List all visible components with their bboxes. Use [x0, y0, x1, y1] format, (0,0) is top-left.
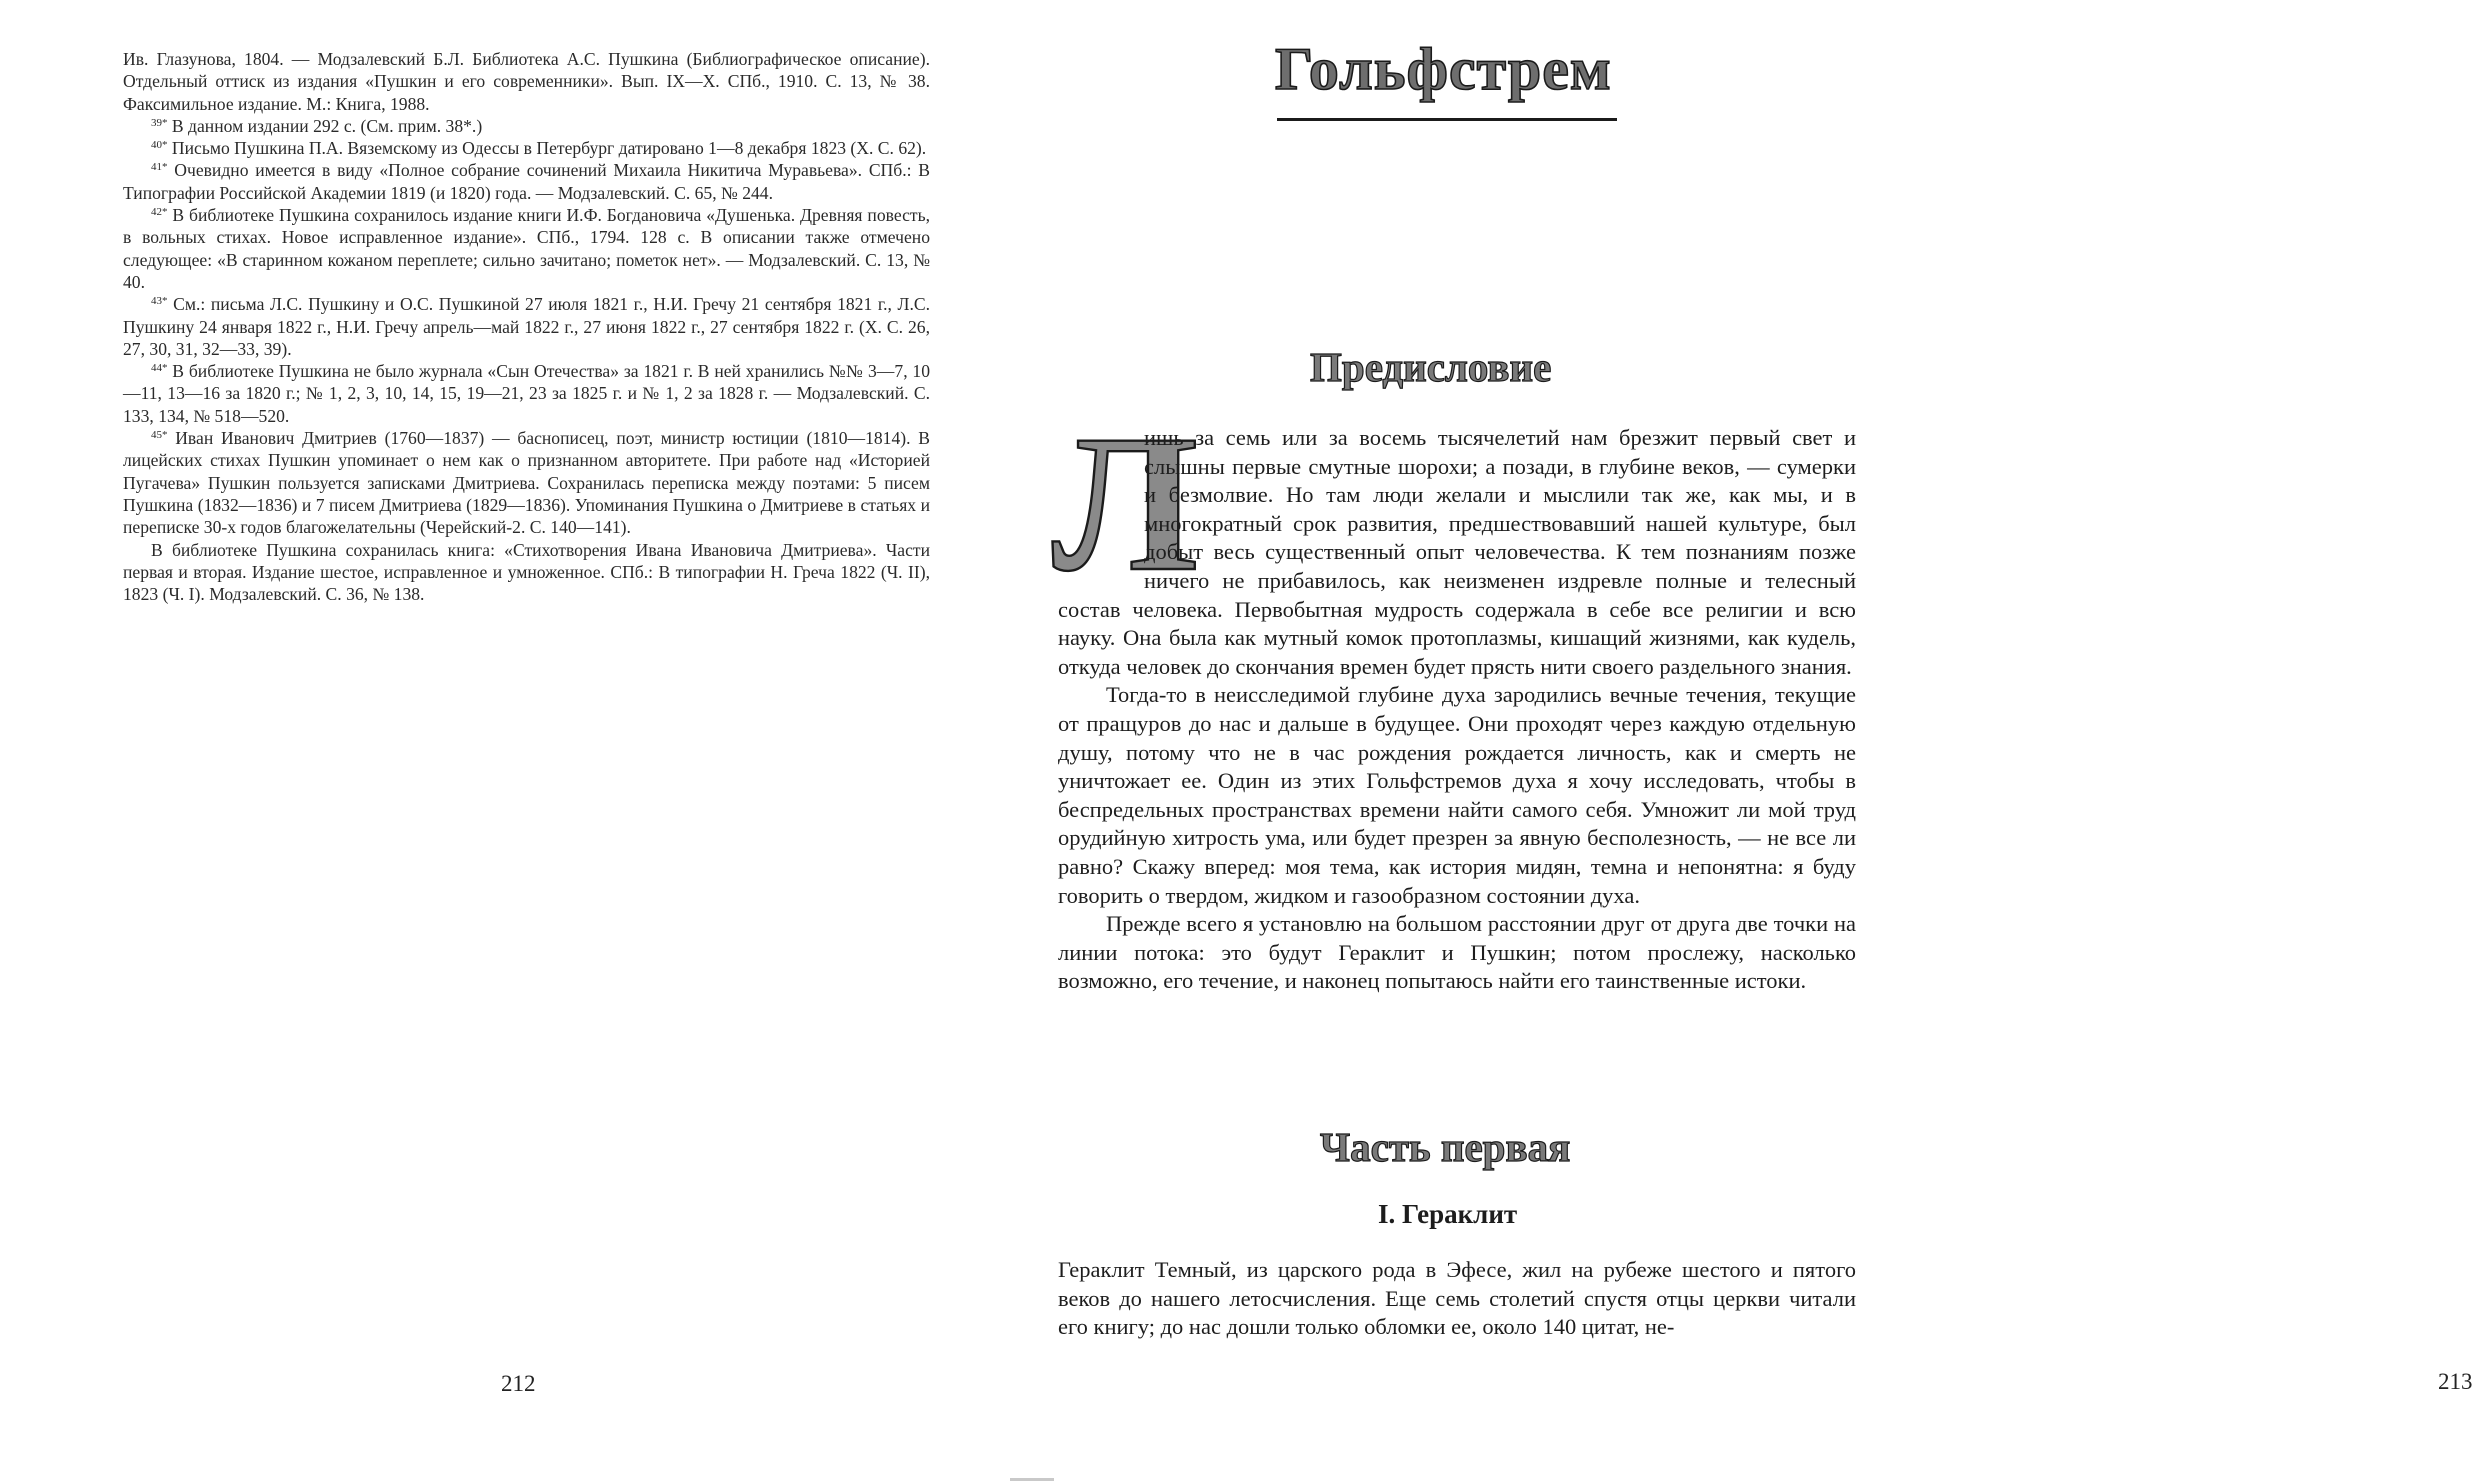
footnote-marker: 41* — [151, 161, 168, 174]
footnote-text: Иван Иванович Дмитриев (1760—1837) — баснописец, поэт, министр юстиции (1810—1814). В лицейских стихах Пушкин упоминает о нем как о признанном авторитете. При работе над «Историей Пугачева» Пушкин пользуется записками Дмитриева. Сохранилась переписка между поэтами: 5 писем Пушкина (1832—1836) и 7 писем Дмитриева (1829—1836). Упоминания Пушкина о Дмитриеве в статьях и переписке 30-х годов благожелательны (Черейский-2. С. 140—141). — [123, 428, 930, 538]
footnote-marker: 43* — [151, 295, 168, 308]
footnote-marker: 45* — [151, 429, 168, 442]
footnote-44 — [123, 360, 930, 427]
footnote-text: В библиотеке Пушкина сохранилась книга: «Стихотворения Ивана Ивановича Дмитриева». Части первая и вторая. Издание шестое, исправленное и умноженное. СПб.: В типографии Н. Греча 1822 (Ч. II), 1823 (Ч. I). Модзалевский. С. 36, № 138. — [123, 539, 930, 605]
part-heading: Часть первая — [1320, 1124, 1571, 1170]
footnote-continuation — [123, 48, 930, 115]
left-page — [0, 0, 1000, 1484]
footnote-41 — [123, 159, 930, 204]
footnote-39 — [123, 115, 930, 137]
chapter-heading: I. Гераклит — [1378, 1199, 1518, 1229]
preface-paragraph-text: ишь за семь или за восемь тысячелетий нам брезжит первый свет и слышны первые смутные шорохи; а позади, в глубине веков, — сумерки и безмолвие. Но там люди желали и мыслили так же, как мы, и в многократный срок развития, предшествовавший нашей культуре, был добыт весь существенный опыт человечества. К тем познаниям позже ничего не прибавилось, как неизменен издревле полные и телесный состав человека. Первобытная мудрость содержала в себе все религии и всю науку. Она была как мутный комок протоплазмы, кишащий жизнями, как кудель, откуда человек до скончания времен будет прясть нити своего раздельного знания. — [1058, 425, 1856, 679]
page-number-right: 213 — [2438, 1369, 2473, 1394]
footnote-text: Очевидно имеется в виду «Полное собрание сочинений Михаила Никитича Муравьева». СПб.: В Типографии Российской Академии 1819 (и 1820) года. — Модзалевский. С. 65, № 244. — [123, 160, 930, 203]
preface-paragraph-2: Тогда-то в неисследимой глубине духа зародились вечные течения, текущие от пращуров до нас и дальше в будущее. Они проходят через каждую отдельную душу, потому что не в час рождения рождается личность, как и смерть не уничтожает ее. Один из этих Гольфстремов духа я хочу исследовать, чтобы в беспредельных пространствах времени найти самого себя. Умножит ли мой труд орудийную хитрость ума, или будет презрен за явную бесполезность, — не все ли равно? Скажу вперед: моя тема, как история мидян, темна и непонятна: я буду говорить о твердом, жидком и газообразном состоянии духа. — [1058, 682, 1856, 908]
scan-edge-mark — [1010, 1478, 1054, 1481]
preface-paragraph-1 — [1052, 395, 1856, 681]
footnotes-block — [123, 48, 930, 605]
footnote-text: В библиотеке Пушкина сохранилось издание книги И.Ф. Богдановича «Душенька. Древняя повесть, в вольных стихах. Новое исправленное издание». СПб., 1794. 128 с. В описании также отмечено следующее: «В старинном кожаном переплете; сильно зачитано; пометок нет». — Модзалевский. С. 13, № 40. — [123, 205, 930, 292]
footnote-45 — [123, 427, 930, 538]
footnote-text: Ив. Глазунова, 1804. — Модзалевский Б.Л. Библиотека А.С. Пушкина (Библиографическое описание). Отдельный оттиск из издания «Пушкин и его современники». Вып. IX—X. СПб., 1910. С. 13, № 38. Факсимильное издание. М.: Книга, 1988. — [123, 49, 930, 114]
title-underline — [1277, 118, 1617, 121]
drop-cap-letter — [1052, 395, 1199, 612]
footnote-40 — [123, 137, 930, 159]
preface-heading: Предисловие — [1310, 344, 1552, 390]
right-page — [1000, 0, 2473, 1484]
footnote-45-continued — [123, 539, 930, 606]
drop-cap-glyph: Л — [1052, 395, 1199, 612]
chapter-paragraph-1: Гераклит Темный, из царского рода в Эфесе, жил на рубеже шестого и пятого веков до нашего летосчисления. Еще семь столетий спустя отцы церкви читали его книгу; до нас дошли только обломки ее, около 140 цитат, не- — [1058, 1257, 1856, 1340]
footnote-marker: 42* — [151, 206, 168, 219]
footnote-text: Письмо Пушкина П.А. Вяземскому из Одессы в Петербург датировано 1—8 декабря 1823 (X. С. 62). — [167, 138, 927, 159]
footnote-marker: 44* — [151, 362, 168, 375]
preface-paragraph-3: Прежде всего я установлю на большом расстоянии друг от друга две точки на линии потока: это будут Гераклит и Пушкин; потом прослежу, насколько возможно, его течение, и наконец попытаюсь найти его таинственные истоки. — [1058, 911, 1856, 994]
preface-text — [1052, 395, 1856, 996]
footnote-text: В библиотеке Пушкина не было журнала «Сын Отечества» за 1821 г. В ней хранились №№ 3—7, 10—11, 13—16 за 1820 г.; № 1, 2, 3, 10, 14, 15, 19—21, 23 за 1825 г. и № 1, 2 за 1828 г. — Модзалевский. С. 133, 134, № 518—520. — [123, 361, 930, 426]
essay-title: Гольфстрем — [1275, 36, 1612, 102]
footnote-43 — [123, 293, 930, 360]
page-number-left: 212 — [501, 1371, 536, 1396]
footnote-text: В данном издании 292 с. (См. прим. 38*.) — [167, 115, 483, 136]
footnote-42 — [123, 204, 930, 293]
footnote-marker: 40* — [151, 139, 168, 152]
footnote-marker: 39* — [151, 116, 168, 129]
footnote-text: См.: письма Л.С. Пушкину и О.С. Пушкиной 27 июля 1821 г., Н.И. Гречу 21 сентября 1821 г., Л.С. Пушкину 24 января 1822 г., Н.И. Гречу апрель—май 1822 г., 27 июня 1822 г., 27 сентября 1822 г. (X. С. 26, 27, 30, 31, 32—33, 39). — [123, 294, 930, 359]
chapter-text — [1058, 1256, 1856, 1342]
